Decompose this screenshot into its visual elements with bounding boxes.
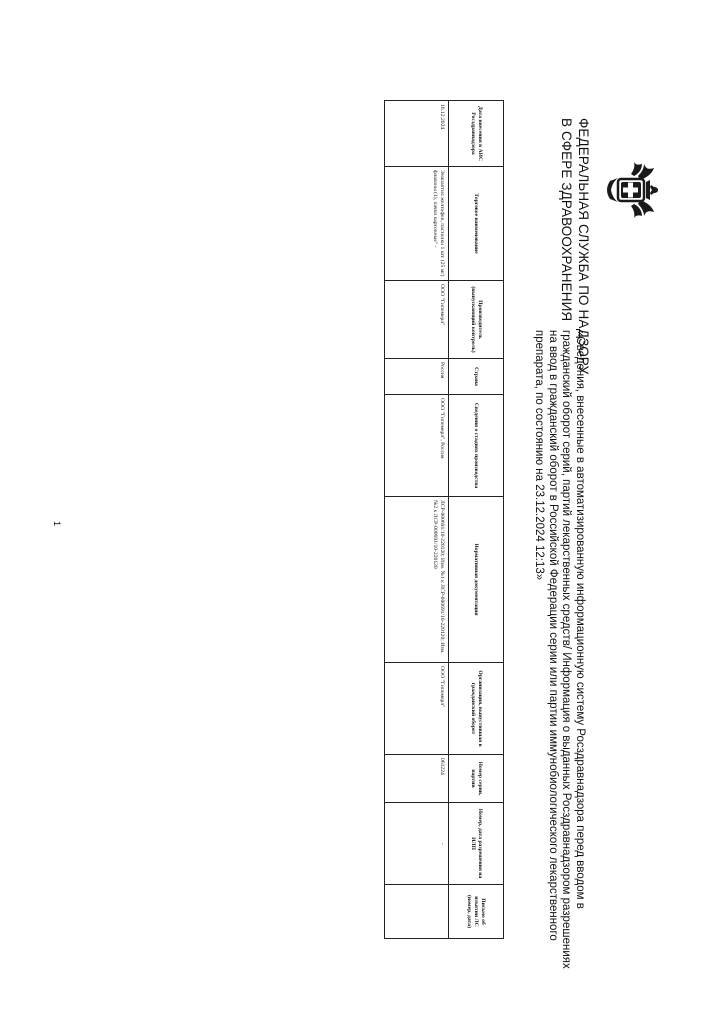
column-header-docs: Нормативная документация [449, 497, 504, 663]
column-header-organization: Организация, выпустившая в гражданский оборот [449, 663, 504, 755]
agency-name [558, 118, 592, 375]
table-header-row [449, 101, 504, 939]
column-header-permit: Номер, дата разрешения на ИЛП [449, 803, 504, 885]
column-header-name: Торговое наименование [449, 167, 504, 281]
agency-name-line1: ФЕДЕРАЛЬНАЯ СЛУЖБА ПО НАДЗОРУ [576, 118, 591, 375]
cell-name: Энапаптил желтофен, пастилки 1 шт. (25 мг) флаконы (1), пачки картонные" - [385, 167, 449, 281]
page-number: 1 [52, 521, 62, 527]
column-header-batch: Номер серии, партии [449, 755, 504, 803]
column-header-stages: Сведения о стадиях производства [449, 395, 504, 497]
agency-name-line2: В СФЕРЕ ЗДРАВООХРАНЕНИЯ [559, 118, 574, 322]
cell-batch: 061224 [385, 755, 449, 803]
column-header-date: Дата внесения в АИС Росздравнадзора [449, 101, 504, 167]
column-header-withdrawal: Письмо об изъятии ЛС (номер, дата) [449, 885, 504, 939]
heading-line: «Сведения, внесенные в автоматизированную информационную систему Росздравнадзора перед вводом в [574, 330, 586, 909]
cell-manufacturer: ООО "Гипомерл" [385, 281, 449, 359]
heading-line: на ввод в гражданский оборот в Российской Федерации серии или партии иммунобиологического лекарственного [547, 330, 559, 941]
table-row [385, 101, 449, 939]
cell-date: 16.12.2024 [385, 101, 449, 167]
records-table [384, 100, 504, 939]
cell-docs: ЛСР-000691/10-220120; Изм. №1 к ЛСР-000691/10-220120; Изм. №2 к ЛСР-000691/10-220120 [385, 497, 449, 663]
cell-stages: ООО "Гипомерл", Россия [385, 395, 449, 497]
cell-organization: ООО "Гипомерл" [385, 663, 449, 755]
heading-line: препарата, по состоянию на 23.12.2024 12:13» [533, 330, 546, 581]
cell-country: Россия [385, 359, 449, 395]
heading-line: гражданский оборот серий, партий лекарственных средств/ Информация о выданных Росздравнадзором разрешениях [560, 330, 573, 969]
cell-withdrawal [385, 885, 449, 939]
double-headed-eagle-emblem-icon [602, 160, 664, 220]
column-header-manufacturer: Производитель (выпускающий контроль) [449, 281, 504, 359]
document-heading [532, 330, 586, 1010]
cell-permit: - [385, 803, 449, 885]
column-header-country: Страна [449, 359, 504, 395]
